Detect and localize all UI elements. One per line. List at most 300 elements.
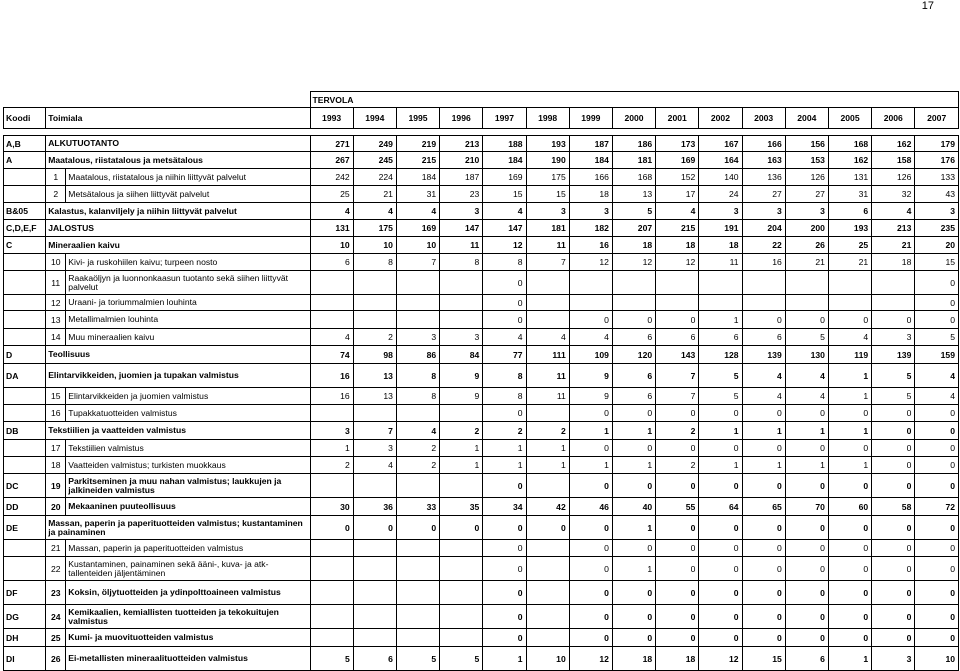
value-cell: 179 [915, 136, 959, 152]
value-cell: 0 [699, 629, 742, 647]
value-cell: 224 [353, 169, 396, 186]
value-cell: 2 [656, 457, 699, 474]
value-cell: 4 [828, 329, 871, 346]
value-cell [526, 271, 569, 295]
value-cell: 9 [569, 388, 612, 405]
value-cell: 109 [569, 346, 612, 364]
value-cell [872, 271, 915, 295]
value-cell: 0 [440, 516, 483, 540]
value-cell: 65 [742, 498, 785, 516]
value-cell: 0 [785, 557, 828, 581]
value-cell: 11 [526, 237, 569, 254]
row-number: 25 [46, 629, 66, 647]
table-row [4, 605, 959, 629]
value-cell [353, 629, 396, 647]
row-number: 15 [46, 388, 66, 405]
year-header: 1994 [353, 108, 396, 129]
value-cell [526, 311, 569, 329]
value-cell: 4 [310, 329, 353, 346]
value-cell: 18 [569, 186, 612, 203]
value-cell: 0 [569, 629, 612, 647]
value-cell: 16 [569, 237, 612, 254]
row-name: Teollisuus [46, 346, 310, 364]
value-cell: 6 [785, 647, 828, 671]
value-cell: 0 [828, 440, 871, 457]
value-cell: 193 [828, 220, 871, 237]
value-cell: 0 [612, 605, 655, 629]
table-row [4, 329, 959, 346]
row-name: Parkitseminen ja muu nahan valmistus; laukkujen ja jalkineiden valmistus [66, 474, 310, 498]
value-cell: 7 [526, 254, 569, 271]
value-cell: 213 [440, 136, 483, 152]
value-cell [310, 474, 353, 498]
value-cell [396, 557, 439, 581]
value-cell: 34 [483, 498, 526, 516]
value-cell: 77 [483, 346, 526, 364]
value-cell: 5 [872, 364, 915, 388]
value-cell: 0 [656, 474, 699, 498]
value-cell [396, 474, 439, 498]
value-cell: 0 [612, 581, 655, 605]
row-code: DE [4, 516, 46, 540]
year-header: 2007 [915, 108, 959, 129]
value-cell: 0 [742, 540, 785, 557]
value-cell: 1 [742, 422, 785, 440]
value-cell: 190 [526, 152, 569, 169]
value-cell: 4 [656, 203, 699, 220]
value-cell: 0 [612, 474, 655, 498]
value-cell: 0 [872, 422, 915, 440]
value-cell: 0 [569, 581, 612, 605]
value-cell: 6 [656, 329, 699, 346]
value-cell: 0 [785, 311, 828, 329]
value-cell: 0 [828, 557, 871, 581]
value-cell: 0 [483, 311, 526, 329]
col-sector-header: Toimiala [46, 108, 310, 129]
value-cell: 31 [828, 186, 871, 203]
value-cell [353, 605, 396, 629]
value-cell: 0 [785, 605, 828, 629]
value-cell [396, 311, 439, 329]
value-cell: 3 [699, 203, 742, 220]
value-cell: 0 [569, 440, 612, 457]
row-name: Uraani- ja toriummalmien louhinta [66, 295, 310, 311]
row-code: DD [4, 498, 46, 516]
value-cell: 0 [656, 311, 699, 329]
value-cell: 158 [872, 152, 915, 169]
value-cell: 1 [526, 440, 569, 457]
value-cell: 10 [915, 647, 959, 671]
row-name: Ei-metallisten mineraalituotteiden valmistus [66, 647, 310, 671]
value-cell [310, 295, 353, 311]
value-cell: 64 [699, 498, 742, 516]
row-code [4, 388, 46, 405]
table-row [4, 440, 959, 457]
value-cell: 18 [656, 647, 699, 671]
table-row [4, 295, 959, 311]
value-cell: 7 [656, 364, 699, 388]
value-cell: 0 [699, 474, 742, 498]
value-cell: 1 [612, 457, 655, 474]
value-cell: 0 [742, 440, 785, 457]
value-cell: 13 [353, 388, 396, 405]
year-header: 2002 [699, 108, 742, 129]
row-number: 10 [46, 254, 66, 271]
value-cell: 12 [612, 254, 655, 271]
value-cell: 55 [656, 498, 699, 516]
value-cell: 0 [483, 516, 526, 540]
value-cell [353, 557, 396, 581]
value-cell: 8 [396, 388, 439, 405]
table-row [4, 254, 959, 271]
value-cell: 0 [785, 440, 828, 457]
value-cell: 5 [915, 329, 959, 346]
table-row [4, 203, 959, 220]
value-cell: 0 [828, 474, 871, 498]
value-cell: 0 [699, 540, 742, 557]
value-cell: 11 [526, 364, 569, 388]
row-code: DF [4, 581, 46, 605]
value-cell: 15 [742, 647, 785, 671]
value-cell: 0 [785, 474, 828, 498]
value-cell [310, 605, 353, 629]
value-cell: 0 [828, 540, 871, 557]
value-cell [526, 540, 569, 557]
row-name: Tupakkatuotteiden valmistus [66, 405, 310, 422]
value-cell: 5 [699, 388, 742, 405]
value-cell: 166 [569, 169, 612, 186]
value-cell: 0 [915, 311, 959, 329]
header-row [4, 108, 959, 129]
year-header: 2005 [828, 108, 871, 129]
value-cell: 0 [915, 581, 959, 605]
value-cell: 0 [569, 405, 612, 422]
table-row [4, 540, 959, 557]
value-cell: 4 [569, 329, 612, 346]
value-cell: 0 [526, 516, 569, 540]
value-cell: 175 [526, 169, 569, 186]
value-cell: 43 [915, 186, 959, 203]
value-cell: 10 [396, 237, 439, 254]
value-cell: 215 [396, 152, 439, 169]
row-code [4, 457, 46, 474]
table-row [4, 237, 959, 254]
value-cell: 184 [483, 152, 526, 169]
row-name: Kalastus, kalanviljely ja niihin liittyvät palvelut [46, 203, 310, 220]
row-number: 22 [46, 557, 66, 581]
value-cell: 0 [569, 605, 612, 629]
value-cell: 1 [699, 422, 742, 440]
value-cell: 175 [353, 220, 396, 237]
value-cell: 8 [483, 388, 526, 405]
value-cell: 0 [483, 605, 526, 629]
value-cell [310, 581, 353, 605]
value-cell: 219 [396, 136, 439, 152]
row-number: 21 [46, 540, 66, 557]
value-cell [785, 295, 828, 311]
value-cell [440, 405, 483, 422]
value-cell [310, 557, 353, 581]
value-cell: 0 [785, 629, 828, 647]
value-cell: 4 [483, 329, 526, 346]
value-cell [353, 311, 396, 329]
value-cell: 168 [612, 169, 655, 186]
value-cell: 0 [569, 540, 612, 557]
value-cell: 0 [483, 629, 526, 647]
value-cell: 31 [396, 186, 439, 203]
value-cell: 18 [656, 237, 699, 254]
value-cell: 46 [569, 498, 612, 516]
table-row [4, 405, 959, 422]
col-code-header: Koodi [4, 108, 46, 129]
value-cell: 147 [440, 220, 483, 237]
table-row [4, 422, 959, 440]
value-cell: 0 [656, 605, 699, 629]
value-cell: 0 [828, 405, 871, 422]
value-cell: 15 [915, 254, 959, 271]
value-cell: 2 [526, 422, 569, 440]
value-cell: 0 [872, 540, 915, 557]
value-cell: 169 [656, 152, 699, 169]
value-cell: 0 [742, 581, 785, 605]
value-cell: 0 [569, 557, 612, 581]
value-cell: 9 [440, 364, 483, 388]
year-header: 2000 [612, 108, 655, 129]
value-cell [699, 271, 742, 295]
value-cell: 0 [569, 474, 612, 498]
value-cell: 6 [353, 647, 396, 671]
row-code: DC [4, 474, 46, 498]
value-cell [526, 557, 569, 581]
value-cell: 17 [656, 186, 699, 203]
value-cell [396, 605, 439, 629]
table-row [4, 557, 959, 581]
value-cell: 20 [915, 237, 959, 254]
value-cell: 0 [742, 605, 785, 629]
value-cell: 1 [828, 388, 871, 405]
value-cell: 187 [440, 169, 483, 186]
table-row [4, 581, 959, 605]
table-row [4, 457, 959, 474]
value-cell [569, 271, 612, 295]
value-cell: 5 [872, 388, 915, 405]
value-cell: 0 [872, 581, 915, 605]
value-cell: 15 [483, 186, 526, 203]
value-cell: 0 [353, 516, 396, 540]
value-cell [785, 271, 828, 295]
value-cell: 111 [526, 346, 569, 364]
value-cell: 153 [785, 152, 828, 169]
value-cell: 4 [742, 388, 785, 405]
value-cell [396, 295, 439, 311]
value-cell [612, 295, 655, 311]
value-cell: 210 [440, 152, 483, 169]
value-cell: 3 [785, 203, 828, 220]
value-cell: 181 [526, 220, 569, 237]
row-code [4, 440, 46, 457]
table-row [4, 629, 959, 647]
value-cell: 0 [915, 605, 959, 629]
value-cell [440, 629, 483, 647]
value-cell: 6 [828, 203, 871, 220]
value-cell: 1 [440, 440, 483, 457]
value-cell: 18 [612, 237, 655, 254]
value-cell: 147 [483, 220, 526, 237]
table-row [4, 220, 959, 237]
value-cell: 162 [872, 136, 915, 152]
row-code [4, 329, 46, 346]
table-row [4, 474, 959, 498]
value-cell [353, 405, 396, 422]
value-cell: 26 [785, 237, 828, 254]
value-cell [353, 540, 396, 557]
table-row [4, 346, 959, 364]
value-cell: 58 [872, 498, 915, 516]
value-cell: 0 [872, 457, 915, 474]
row-number: 1 [46, 169, 66, 186]
row-code: DH [4, 629, 46, 647]
value-cell: 0 [785, 405, 828, 422]
row-name: Elintarvikkeiden ja juomien valmistus [66, 388, 310, 405]
value-cell: 131 [310, 220, 353, 237]
value-cell: 0 [396, 516, 439, 540]
row-code: D [4, 346, 46, 364]
value-cell [526, 605, 569, 629]
value-cell: 0 [915, 516, 959, 540]
row-number: 13 [46, 311, 66, 329]
value-cell: 187 [569, 136, 612, 152]
value-cell: 245 [353, 152, 396, 169]
table-row [4, 498, 959, 516]
value-cell: 35 [440, 498, 483, 516]
value-cell: 4 [742, 364, 785, 388]
value-cell: 2 [310, 457, 353, 474]
value-cell: 1 [828, 364, 871, 388]
year-header: 1995 [396, 108, 439, 129]
value-cell: 0 [915, 557, 959, 581]
value-cell [526, 629, 569, 647]
value-cell [612, 271, 655, 295]
value-cell: 0 [699, 440, 742, 457]
value-cell: 186 [612, 136, 655, 152]
value-cell: 2 [656, 422, 699, 440]
value-cell: 0 [915, 440, 959, 457]
value-cell: 30 [310, 498, 353, 516]
value-cell: 167 [699, 136, 742, 152]
value-cell: 0 [483, 405, 526, 422]
value-cell: 0 [742, 405, 785, 422]
value-cell: 5 [310, 647, 353, 671]
table-row [4, 169, 959, 186]
value-cell: 139 [742, 346, 785, 364]
value-cell: 18 [612, 647, 655, 671]
value-cell: 200 [785, 220, 828, 237]
value-cell: 0 [872, 629, 915, 647]
value-cell: 182 [569, 220, 612, 237]
value-cell: 0 [699, 557, 742, 581]
row-code: A [4, 152, 46, 169]
value-cell: 0 [872, 474, 915, 498]
value-cell: 156 [785, 136, 828, 152]
value-cell: 2 [396, 457, 439, 474]
row-code: DG [4, 605, 46, 629]
value-cell: 176 [915, 152, 959, 169]
value-cell: 12 [483, 237, 526, 254]
value-cell: 0 [785, 581, 828, 605]
value-cell: 0 [915, 271, 959, 295]
value-cell: 3 [569, 203, 612, 220]
value-cell: 126 [785, 169, 828, 186]
value-cell: 1 [828, 422, 871, 440]
value-cell: 21 [828, 254, 871, 271]
row-code: DI [4, 647, 46, 671]
year-header: 1993 [310, 108, 353, 129]
table-row [4, 388, 959, 405]
value-cell: 0 [828, 516, 871, 540]
row-name: Mineraalien kaivu [46, 237, 310, 254]
value-cell: 4 [310, 203, 353, 220]
value-cell: 5 [396, 647, 439, 671]
value-cell: 0 [915, 540, 959, 557]
row-number: 16 [46, 405, 66, 422]
row-code [4, 311, 46, 329]
value-cell: 1 [785, 422, 828, 440]
value-cell: 0 [483, 557, 526, 581]
value-cell: 0 [656, 629, 699, 647]
table-row [4, 647, 959, 671]
value-cell: 0 [828, 581, 871, 605]
value-cell: 25 [828, 237, 871, 254]
value-cell: 0 [742, 516, 785, 540]
value-cell: 173 [656, 136, 699, 152]
value-cell: 0 [915, 474, 959, 498]
value-cell: 2 [440, 422, 483, 440]
value-cell: 1 [526, 457, 569, 474]
value-cell: 11 [699, 254, 742, 271]
value-cell [396, 540, 439, 557]
value-cell: 24 [699, 186, 742, 203]
row-name: Metallimalmien louhinta [66, 311, 310, 329]
row-name: Elintarvikkeiden, juomien ja tupakan valmistus [46, 364, 310, 388]
row-number: 17 [46, 440, 66, 457]
value-cell: 15 [526, 186, 569, 203]
value-cell: 2 [353, 329, 396, 346]
value-cell: 6 [612, 329, 655, 346]
row-code [4, 540, 46, 557]
value-cell: 12 [569, 647, 612, 671]
value-cell: 184 [396, 169, 439, 186]
value-cell [872, 295, 915, 311]
value-cell: 27 [785, 186, 828, 203]
value-cell: 0 [915, 422, 959, 440]
value-cell: 1 [569, 457, 612, 474]
value-cell: 9 [440, 388, 483, 405]
value-cell [440, 557, 483, 581]
value-cell: 204 [742, 220, 785, 237]
value-cell: 0 [915, 405, 959, 422]
value-cell: 0 [828, 605, 871, 629]
value-cell: 159 [915, 346, 959, 364]
value-cell: 128 [699, 346, 742, 364]
row-code: DB [4, 422, 46, 440]
value-cell: 1 [310, 440, 353, 457]
value-cell: 0 [872, 311, 915, 329]
value-cell: 1 [828, 647, 871, 671]
value-cell: 242 [310, 169, 353, 186]
value-cell [353, 474, 396, 498]
row-number: 19 [46, 474, 66, 498]
year-header: 1997 [483, 108, 526, 129]
